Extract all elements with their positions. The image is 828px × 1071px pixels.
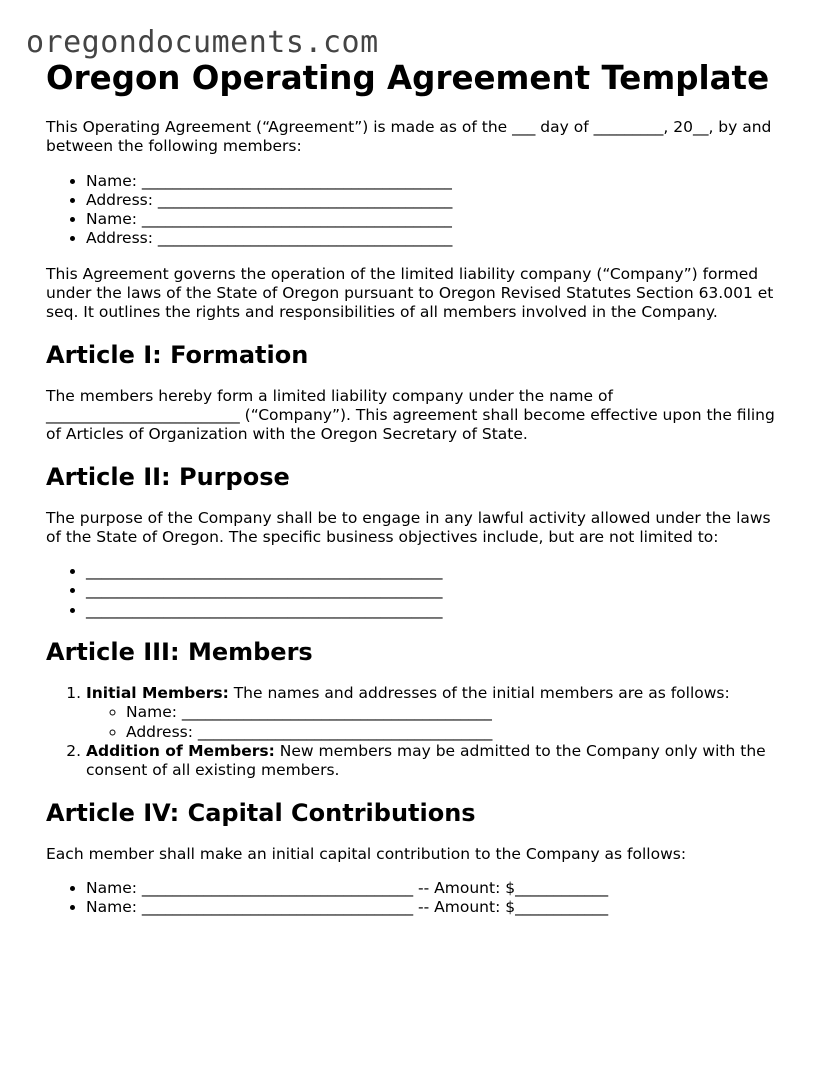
initial-members-sublist <box>86 703 786 742</box>
document-title: Oregon Operating Agreement Template <box>46 59 770 97</box>
article-4-heading: Article IV: Capital Contributions <box>46 798 476 827</box>
initial-members-label: Initial Members: <box>86 684 229 703</box>
initial-members-text: The names and addresses of the initial members are as follows: <box>228 684 730 703</box>
member-field-address-1[interactable]: • Address: ______________________________________ <box>86 191 786 210</box>
objective-field-2[interactable]: • ______________________________________________ <box>86 581 786 600</box>
objective-field-3[interactable]: • ______________________________________________ <box>86 601 786 620</box>
initial-members-item <box>86 684 786 742</box>
watermark: oregondocuments.com <box>26 25 379 60</box>
document-body <box>46 58 786 917</box>
objectives-list <box>46 562 786 620</box>
initial-member-name-field[interactable]: ◦ Name: ________________________________________ <box>126 703 786 722</box>
member-list <box>46 172 786 249</box>
article-1-heading: Article I: Formation <box>46 340 309 369</box>
article-2-heading: Article II: Purpose <box>46 462 290 491</box>
member-field-name-2[interactable]: • Name: ________________________________________ <box>86 210 786 229</box>
purpose-paragraph: The purpose of the Company shall be to engage in any lawful activity allowed under the laws of the State of Oregon. The specific business objectives include, but are not limited to: <box>46 508 771 546</box>
addition-of-members-text: New members may be admitted to the Company only with the consent of all existing members. <box>86 741 766 780</box>
member-field-name-1[interactable]: • Name: ________________________________________ <box>86 172 786 191</box>
article-3-heading: Article III: Members <box>46 638 313 667</box>
contributions-list <box>46 879 786 918</box>
addition-of-members-label: Addition of Members: <box>86 741 275 760</box>
contribution-field-1[interactable]: • Name: ___________________________________ -- Amount: $____________ <box>86 879 786 898</box>
member-field-address-2[interactable]: • Address: ______________________________________ <box>86 229 786 248</box>
addition-of-members-item <box>86 742 786 781</box>
objective-field-1[interactable]: • ______________________________________________ <box>86 562 786 581</box>
formation-paragraph: The members hereby form a limited liability company under the name of _________________________ (“Company”). This agreement shall become effective upon the filing of Articles of Organization with the Oregon Secretary of State. <box>46 386 775 444</box>
contribution-field-2[interactable]: • Name: ___________________________________ -- Amount: $____________ <box>86 898 786 917</box>
capital-paragraph: Each member shall make an initial capital contribution to the Company as follows: <box>46 844 687 863</box>
initial-member-address-field[interactable]: ◦ Address: ______________________________________ <box>126 723 786 742</box>
intro-paragraph: This Operating Agreement (“Agreement”) is made as of the ___ day of _________, 20__, by and between the following members: <box>46 118 772 156</box>
members-ordered-list <box>46 684 786 780</box>
governs-paragraph: This Agreement governs the operation of the limited liability company (“Company”) formed under the laws of the State of Oregon pursuant to Oregon Revised Statutes Section 63.001 et seq. It outlines the rights and responsibilities of all members involved in the Company. <box>46 264 774 322</box>
